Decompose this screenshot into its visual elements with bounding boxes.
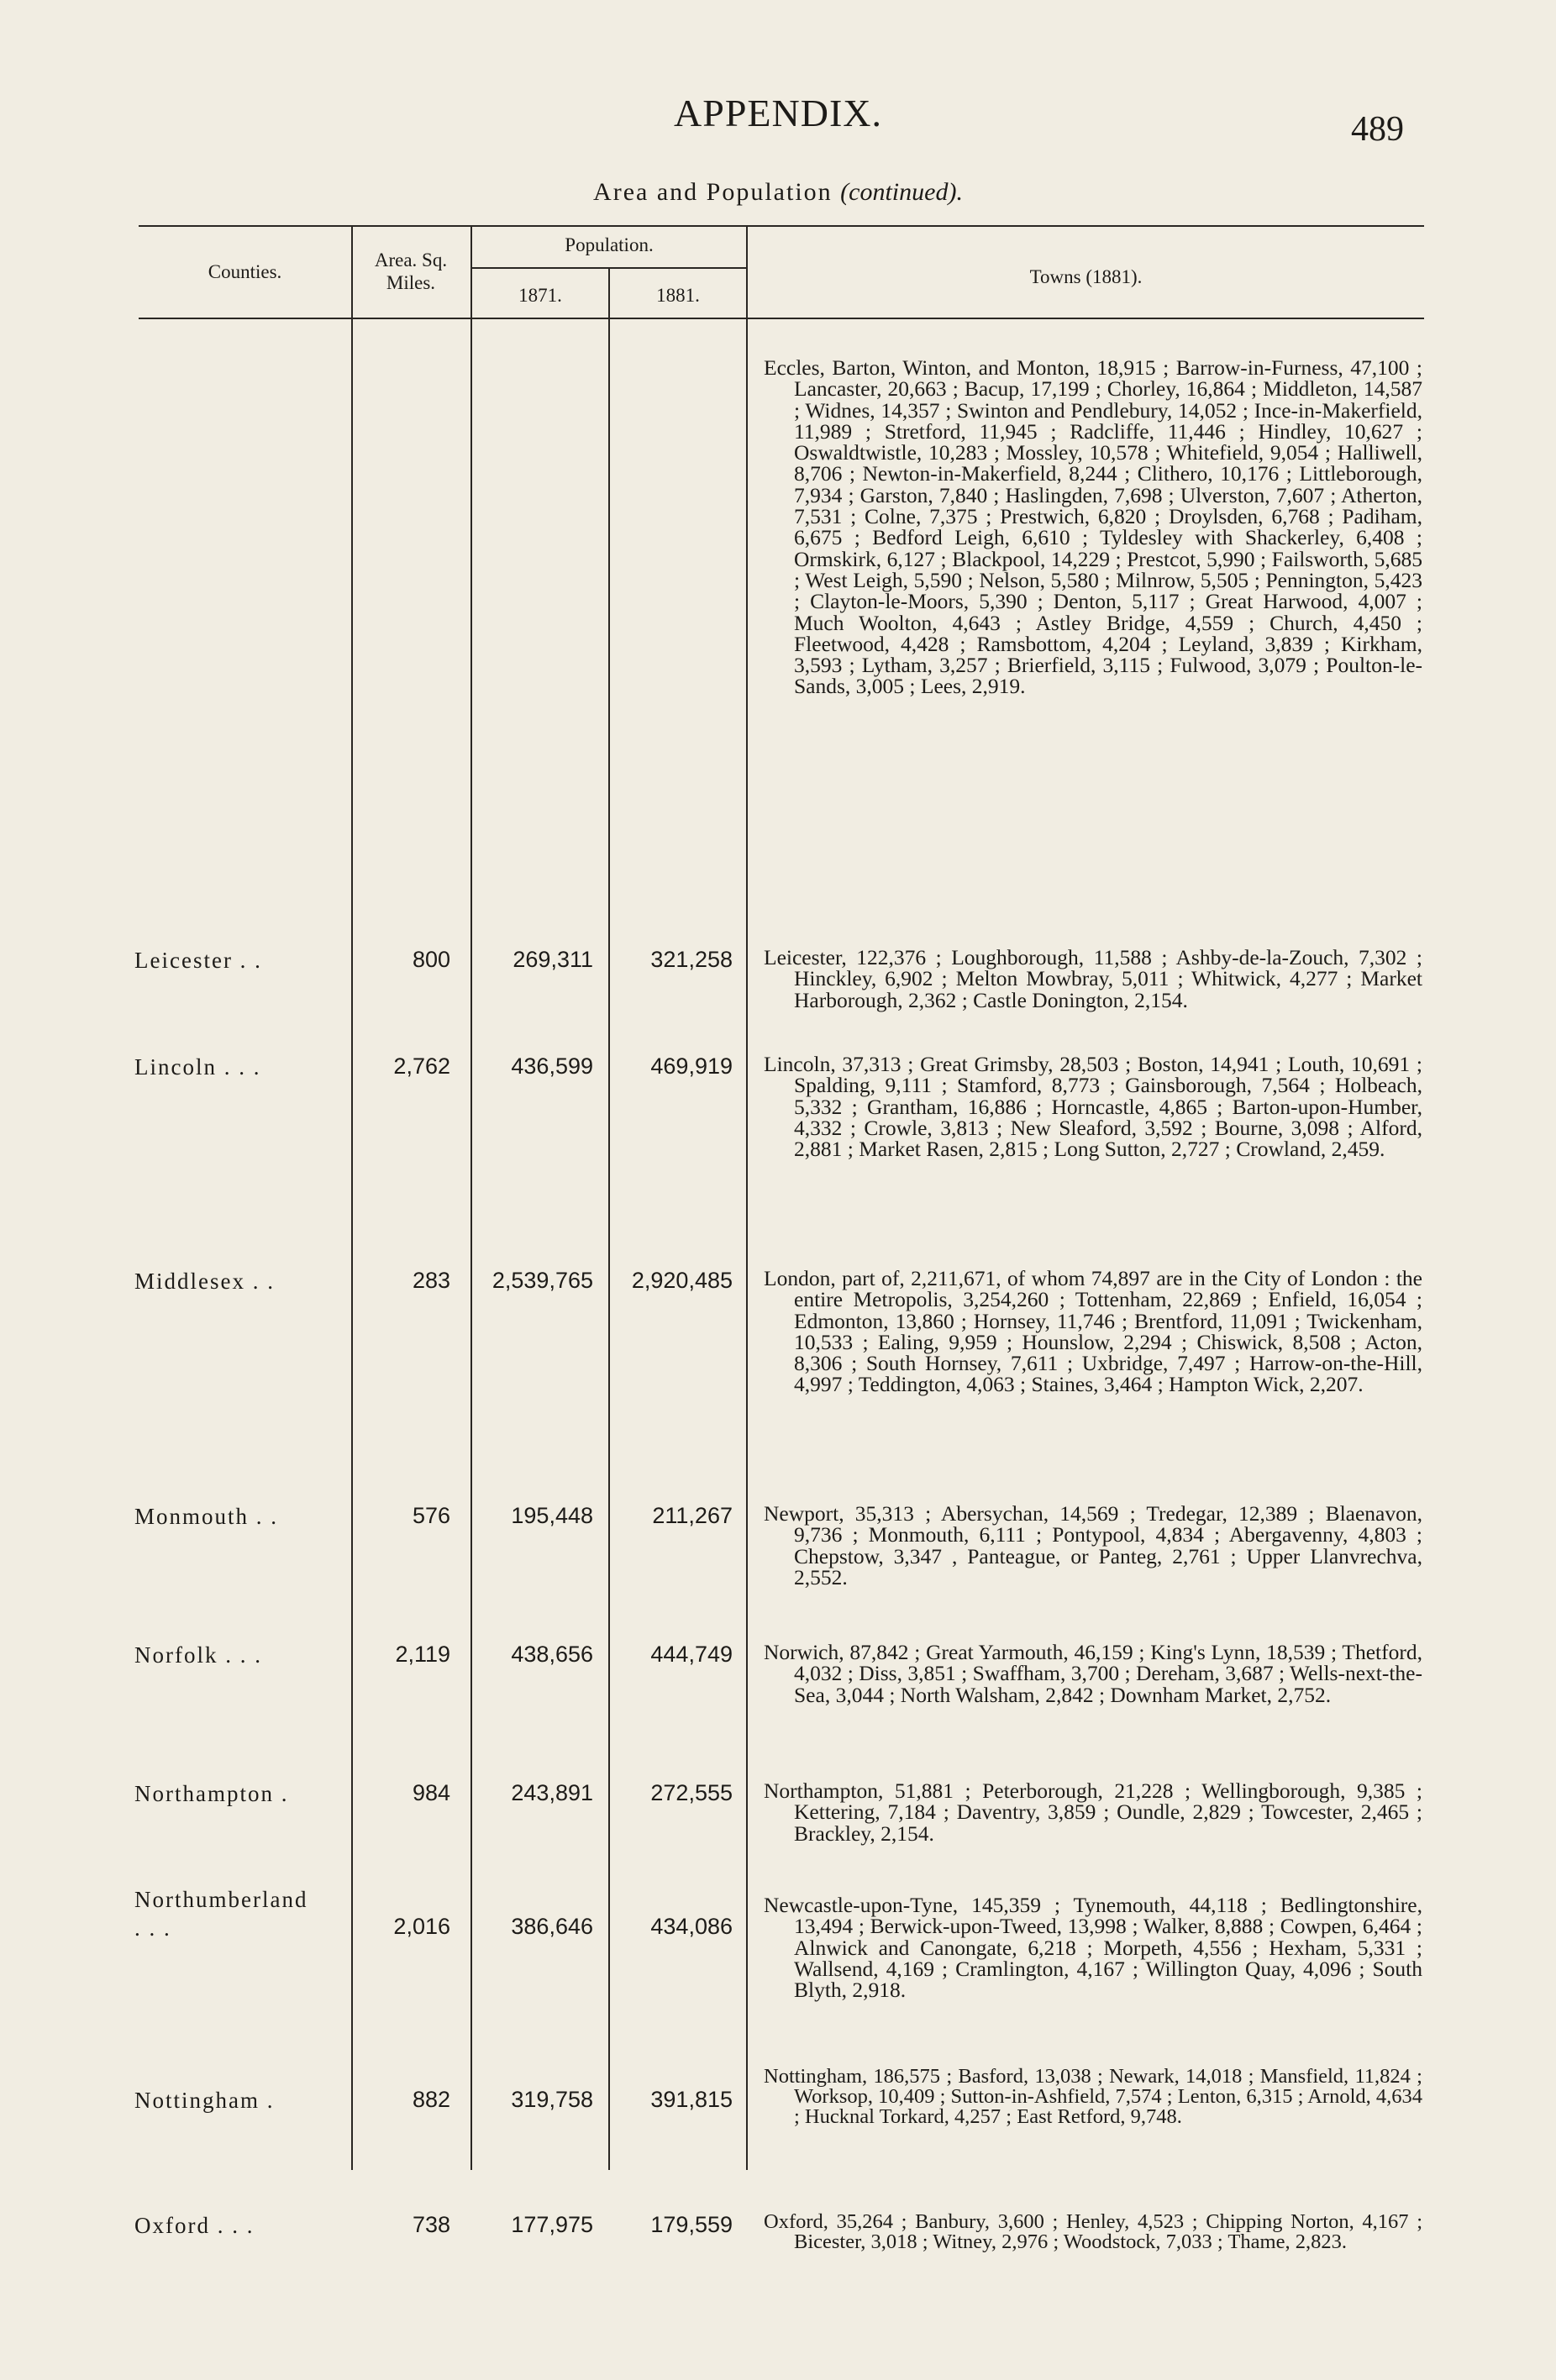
towns-northumberland: Newcastle-upon-Tyne, 145,359 ; Tynemouth, 44,118 ; Bedlingtonshire, 13,494 ; Berwick-upon-Tweed, 13,998 ; Walker, 8,888 ; Cowpen, 6,464 ; Alnwick and Canongate, 6,218 ; Morpeth, 4,556 ; Hexham, 5,331 ; Wallsend, 4,169 ; Cramlington, 4,167 ; Willington Quay, 4,096 ; South Blyth, 2,918. [764, 1893, 1422, 2003]
pop1881-lincoln: 469,919 [650, 1053, 733, 1079]
header-1881: 1881. [656, 285, 700, 306]
county-oxford: Oxford . . . [134, 2213, 255, 2238]
county-northumberland: Northumberland . . . [134, 1887, 308, 1941]
pop1871-northampton: 243,891 [511, 1780, 593, 1805]
area-lincoln: 2,762 [393, 1053, 450, 1079]
page-number: 489 [1351, 110, 1404, 149]
pop1871-norfolk: 438,656 [511, 1642, 593, 1667]
header-population: Population. [565, 234, 654, 255]
table-title [0, 178, 1556, 207]
towns-monmouth: Newport, 35,313 ; Abersychan, 14,569 ; Tredegar, 12,389 ; Blaenavon, 9,736 ; Monmouth, 6,111 ; Pontypool, 4,834 ; Abergavenny, 4,803 ; Chepstow, 3,347 , Panteague, or Panteg, 2,761 ; Upper Llanvrechva, 2,552. [764, 1501, 1422, 1589]
pop1871-nottingham: 319,758 [511, 2087, 593, 2112]
area-norfolk: 2,119 [395, 1642, 450, 1667]
column-rule-area [351, 225, 353, 2170]
area-northampton: 984 [412, 1780, 450, 1805]
area-leicester: 800 [412, 947, 450, 972]
column-rule-1871 [470, 225, 472, 2170]
header-top-rule [139, 225, 1424, 227]
county-norfolk: Norfolk . . . [134, 1642, 262, 1668]
towns-northampton: Northampton, 51,881 ; Peterborough, 21,228 ; Wellingborough, 9,385 ; Kettering, 7,184 ; Daventry, 3,859 ; Oundle, 2,829 ; Towcester, 2,465 ; Brackley, 2,154. [764, 1778, 1422, 1846]
towns-oxford: Oxford, 35,264 ; Banbury, 3,600 ; Henley, 4,523 ; Chipping Norton, 4,167 ; Bicester, 3,018 ; Witney, 2,976 ; Woodstock, 7,033 ; Thame, 2,823. [764, 2210, 1422, 2253]
pop1871-northumberland: 386,646 [511, 1914, 593, 1939]
county-middlesex: Middlesex . . [134, 1269, 275, 1294]
header-bottom-rule [139, 318, 1424, 319]
towns-continuation: Eccles, Barton, Winton, and Monton, 18,915 ; Barrow-in-Furness, 47,100 ; Lancaster, 20,663 ; Bacup, 17,199 ; Chorley, 16,864 ; Middleton, 14,587 ; Widnes, 14,357 ; Swinton and Pendlebury, 14,052 ; Ince-in-Makerfield, 11,989 ; Stretford, 11,945 ; Radcliffe, 11,446 ; Hindley, 10,627 ; Oswaldtwistle, 10,283 ; Mossley, 10,578 ; Whitefield, 9,054 ; Halliwell, 8,706 ; Newton-in-Makerfield, 8,244 ; Clithero, 10,176 ; Littleborough, 7,934 ; Garston, 7,840 ; Haslingden, 7,698 ; Ulverston, 7,607 ; Atherton, 7,531 ; Colne, 7,375 ; Prestwich, 6,820 ; Droylsden, 6,768 ; Padiham, 6,675 ; Bedford Leigh, 6,610 ; Tyldesley with Shackerley, 6,408 ; Ormskirk, 6,127 ; Blackpool, 14,229 ; Prestcot, 5,990 ; Failsworth, 5,685 ; West Leigh, 5,590 ; Nelson, 5,580 ; Milnrow, 5,505 ; Pennington, 5,423 ; Clayton-le-Moors, 5,390 ; Denton, 5,117 ; Great Harwood, 4,007 ; Much Woolton, 4,643 ; Astley Bridge, 4,559 ; Church, 4,450 ; Fleetwood, 4,428 ; Ramsbottom, 4,204 ; Leyland, 3,839 ; Kirkham, 3,593 ; Lytham, 3,257 ; Brierfield, 3,115 ; Fulwood, 3,079 ; Poulton-le-Sands, 3,005 ; Lees, 2,919. [764, 355, 1422, 699]
towns-leicester: Leicester, 122,376 ; Loughborough, 11,588 ; Ashby-de-la-Zouch, 7,302 ; Hinckley, 6,902 ; Melton Mowbray, 5,011 ; Whitwick, 4,277 ; Market Harborough, 2,362 ; Castle Donington, 2,154. [764, 945, 1422, 1012]
table-title-text: Area and Population [593, 178, 833, 206]
towns-norfolk: Norwich, 87,842 ; Great Yarmouth, 46,159 ; King's Lynn, 18,539 ; Thetford, 4,032 ; Diss, 3,851 ; Swaffham, 3,700 ; Dereham, 3,687 ; Wells-next-the-Sea, 3,044 ; North Walsham, 2,842 ; Downham Market, 2,752. [764, 1640, 1422, 1707]
pop1871-leicester: 269,311 [513, 947, 593, 972]
pop1871-lincoln: 436,599 [511, 1053, 593, 1079]
county-monmouth: Monmouth . . [134, 1504, 279, 1529]
pop1871-middlesex: 2,539,765 [492, 1268, 593, 1293]
pop1881-leicester: 321,258 [650, 947, 733, 972]
county-leicester: Leicester . . [134, 948, 262, 973]
county-nottingham: Nottingham . [134, 2088, 275, 2113]
pop1881-monmouth: 211,267 [652, 1503, 733, 1528]
header-towns: Towns (1881). [1029, 266, 1143, 287]
header-area: Area. Sq. Miles. [374, 250, 448, 293]
header-counties: Counties. [208, 261, 282, 282]
running-head: APPENDIX. [674, 92, 882, 134]
area-middlesex: 283 [412, 1268, 450, 1293]
pop1881-nottingham: 391,815 [650, 2087, 733, 2112]
towns-nottingham: Nottingham, 186,575 ; Basford, 13,038 ; Newark, 14,018 ; Mansfield, 11,824 ; Worksop, 10,409 ; Sutton-in-Ashfield, 7,574 ; Lenton, 6,315 ; Arnold, 4,634 ; Hucknal Torkard, 4,257 ; East Retford, 9,748. [764, 2065, 1422, 2128]
table-title-continued: (continued). [840, 178, 963, 206]
pop1881-middlesex: 2,920,485 [631, 1268, 733, 1293]
pop1881-northumberland: 434,086 [650, 1914, 733, 1939]
county-lincoln: Lincoln . . . [134, 1054, 261, 1080]
area-monmouth: 576 [412, 1503, 450, 1528]
pop1871-monmouth: 195,448 [511, 1503, 593, 1528]
pop1881-northampton: 272,555 [650, 1780, 733, 1805]
pop1881-norfolk: 444,749 [650, 1642, 733, 1667]
column-rule-towns [746, 225, 748, 2170]
county-northampton: Northampton . [134, 1781, 289, 1806]
pop1881-oxford: 179,559 [650, 2212, 733, 2237]
pop1871-oxford: 177,975 [511, 2212, 593, 2237]
column-rule-1881 [608, 269, 610, 2170]
towns-lincoln: Lincoln, 37,313 ; Great Grimsby, 28,503 ; Boston, 14,941 ; Louth, 10,691 ; Spalding, 9,111 ; Stamford, 8,773 ; Gainsborough, 7,564 ; Holbeach, 5,332 ; Grantham, 16,886 ; Horncastle, 4,865 ; Barton-upon-Humber, 4,332 ; Crowle, 3,813 ; New Sleaford, 3,592 ; Bourne, 3,098 ; Alford, 2,881 ; Market Rasen, 2,815 ; Long Sutton, 2,727 ; Crowland, 2,459. [764, 1052, 1422, 1162]
towns-middlesex: London, part of, 2,211,671, of whom 74,897 are in the City of London : the entire Metropolis, 3,254,260 ; Tottenham, 22,869 ; Enfield, 16,054 ; Edmonton, 13,860 ; Hornsey, 11,746 ; Brentford, 11,091 ; Twickenham, 10,533 ; Ealing, 9,959 ; Hounslow, 2,294 ; Chiswick, 8,508 ; Acton, 8,306 ; South Hornsey, 7,611 ; Uxbridge, 7,497 ; Harrow-on-the-Hill, 4,997 ; Teddington, 4,063 ; Staines, 3,464 ; Hampton Wick, 2,207. [764, 1266, 1422, 1397]
header-1871: 1871. [518, 285, 562, 306]
area-nottingham: 882 [412, 2087, 450, 2112]
area-northumberland: 2,016 [393, 1914, 450, 1939]
area-oxford: 738 [412, 2212, 450, 2237]
